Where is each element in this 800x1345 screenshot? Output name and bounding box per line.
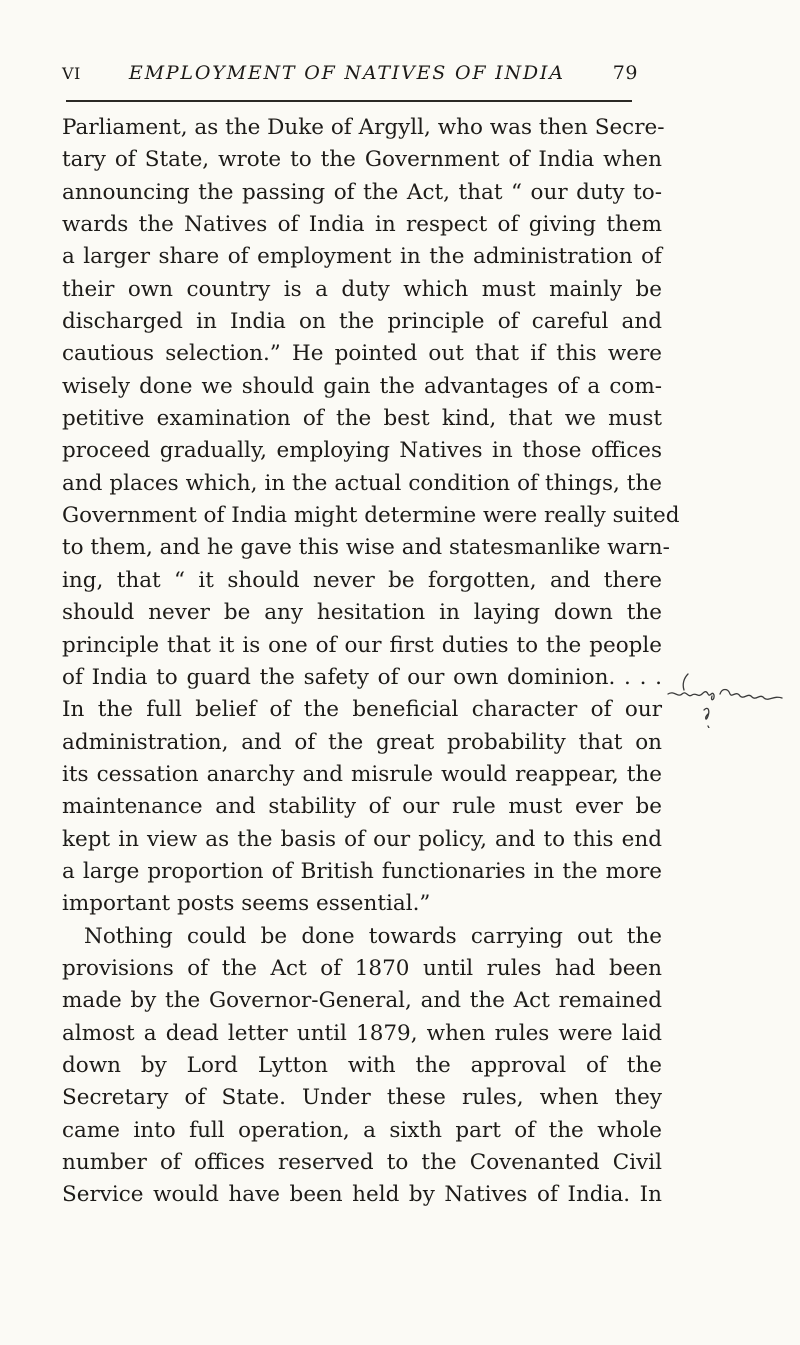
body-line: their own country is a duty which must mainly be (62, 276, 662, 302)
body-line: kept in view as the basis of our policy, and to this end (62, 826, 662, 852)
body-line: provisions of the Act of 1870 until rules had been (62, 955, 662, 981)
body-line: of India to guard the safety of our own dominion. . . . (62, 664, 662, 690)
body-line: number of offices reserved to the Covenanted Civil (62, 1150, 662, 1175)
body-line: announcing the passing of the Act, that “ our duty to- (62, 179, 662, 205)
body-line: a large proportion of British functionaries in the more (62, 858, 662, 884)
body-line: administration, and of the great probability that on (62, 729, 662, 755)
body-line: Secretary of State. Under these rules, when they (62, 1085, 662, 1111)
body-line: maintenance and stability of our rule must ever be (62, 794, 662, 820)
body-line: should never be any hesitation in laying down the (62, 600, 662, 626)
body-line: and places which, in the actual condition of things, the (62, 470, 662, 496)
body-text (62, 112, 680, 1212)
body-line: its cessation anarchy and misrule would reappear, the (62, 761, 662, 787)
body-line: important posts seems essential.” (62, 891, 431, 917)
body-line: Government of India might determine were really suited (62, 503, 680, 529)
body-line: petitive examination of the best kind, that we must (62, 406, 662, 432)
body-line: almost a dead letter until 1879, when rules were laid (62, 1020, 662, 1046)
body-line: wards the Natives of India in respect of giving them (62, 212, 662, 238)
chapter-number: VI (62, 64, 81, 83)
body-line: came into full operation, a sixth part of the whole (62, 1117, 662, 1143)
body-line: cautious selection.” He pointed out that if this were (62, 341, 662, 367)
body-line: discharged in India on the principle of careful and (62, 309, 662, 335)
body-line: Parliament, as the Duke of Argyll, who was then Secre- (62, 115, 665, 140)
body-line: wisely done we should gain the advantages of a com- (62, 373, 662, 399)
body-line: to them, and he gave this wise and statesmanlike warn- (62, 535, 670, 561)
body-line: proceed gradually, employing Natives in those offices (62, 438, 662, 464)
paragraph-first-line: Nothing could be done towards carrying out the (84, 923, 662, 949)
body-line: principle that it is one of our first duties to the people (62, 632, 662, 658)
body-line: made by the Governor-General, and the Act remained (62, 988, 662, 1014)
body-line: tary of State, wrote to the Government of India when (62, 147, 662, 173)
body-line: a larger share of employment in the administration of (62, 244, 662, 270)
handwritten-annotation-icon (664, 668, 794, 728)
body-line: ing, that “ it should never be forgotten, and there (62, 567, 662, 593)
running-title: EMPLOYMENT OF NATIVES OF INDIA (128, 62, 565, 84)
body-line: down by Lord Lytton with the approval of the (62, 1052, 662, 1078)
page-number: 79 (612, 62, 638, 84)
body-line: In the full belief of the beneficial character of our (62, 697, 662, 723)
body-line: Service would have been held by Natives of India. In (62, 1182, 662, 1208)
header-rule (66, 100, 632, 102)
running-header (62, 62, 638, 94)
